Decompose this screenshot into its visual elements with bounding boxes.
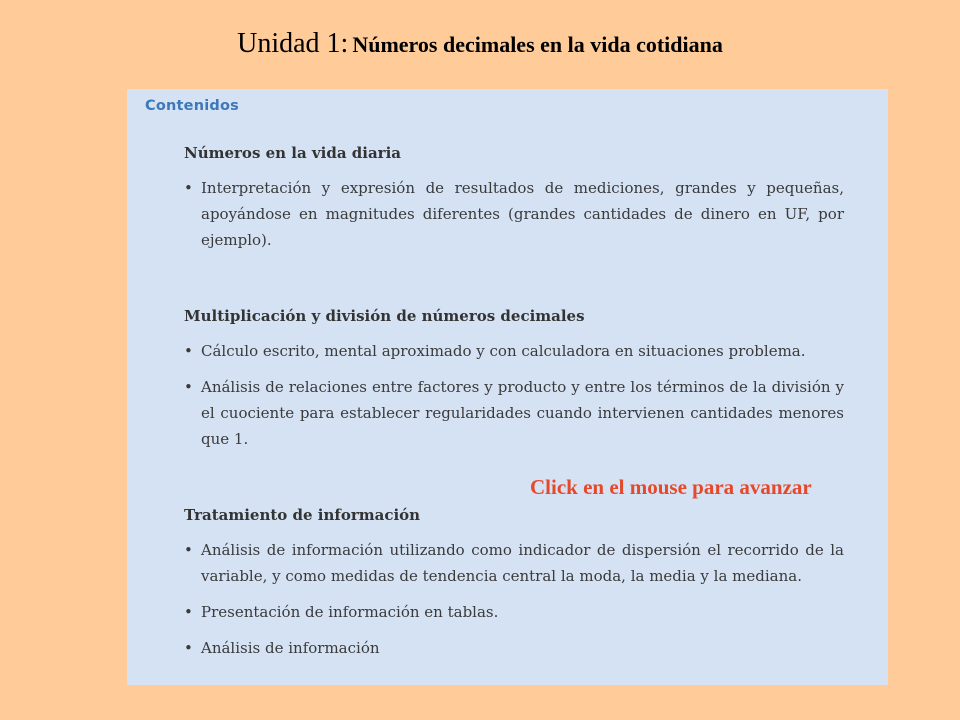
bullet-list bbox=[184, 338, 844, 452]
panel-header: Contenidos bbox=[145, 98, 239, 114]
bullet-item: • Cálculo escrito, mental aproximado y con calculadora en situaciones problema. bbox=[184, 338, 844, 364]
section-tratamiento-informacion bbox=[184, 505, 844, 671]
bullet-item: • Análisis de información utilizando como indicador de dispersión el recorrido de la variable, y como medidas de tendencia central la moda, la media y la mediana. bbox=[184, 537, 844, 589]
bullet-item: • Presentación de información en tablas. bbox=[184, 599, 844, 625]
bullet-list bbox=[184, 537, 844, 661]
title-main: Números decimales en la vida cotidiana bbox=[352, 32, 723, 57]
section-heading: Tratamiento de información bbox=[184, 506, 421, 524]
slide-title bbox=[0, 28, 960, 60]
bullet-item: • Interpretación y expresión de resultados de mediciones, grandes y pequeñas, apoyándose en magnitudes diferentes (grandes cantidades de dinero en UF, por ejemplo). bbox=[184, 175, 844, 253]
section-numeros-vida-diaria bbox=[184, 143, 844, 263]
section-multiplicacion-division bbox=[184, 306, 844, 462]
bullet-list bbox=[184, 175, 844, 253]
bullet-item: • Análisis de relaciones entre factores y producto y entre los términos de la división y el cuociente para establecer regularidades cuando intervienen cantidades menores que 1. bbox=[184, 374, 844, 452]
advance-link[interactable]: Click en el mouse para avanzar bbox=[530, 475, 812, 499]
section-heading: Multiplicación y división de números decimales bbox=[184, 307, 585, 325]
contents-panel bbox=[127, 89, 888, 685]
bullet-item: • Análisis de información bbox=[184, 635, 844, 661]
title-prefix: Unidad 1: bbox=[237, 28, 349, 59]
section-heading: Números en la vida diaria bbox=[184, 144, 401, 162]
